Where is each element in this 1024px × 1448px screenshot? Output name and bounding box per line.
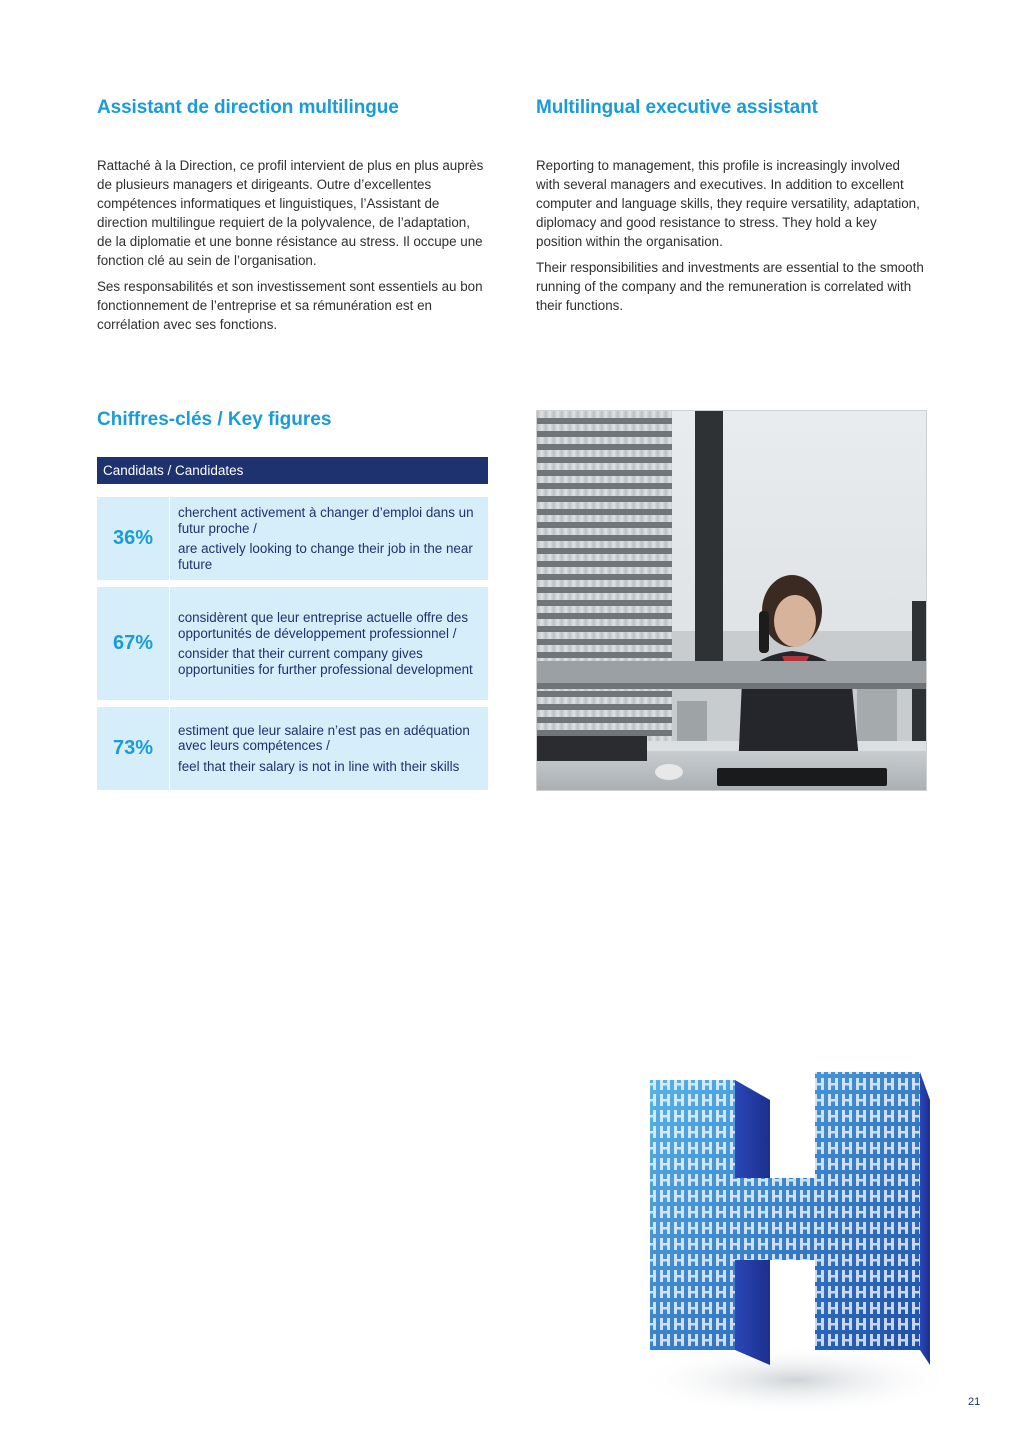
h-logo-image — [630, 1060, 960, 1420]
french-paragraph-2: Ses responsabilités et son investissement sont essentiels au bon fonctionnement de l’entreprise et sa rémunération est en corrélation avec ses fonctions. — [97, 279, 483, 332]
key-figure-row — [97, 587, 488, 700]
page-number: 21 — [968, 1396, 981, 1408]
key-figure-percent: 67% — [112, 632, 154, 654]
key-figure-text-fr: considèrent que leur entreprise actuelle offre des opportunités de développement professionnel / — [178, 610, 469, 641]
english-paragraph-2: Their responsibilities and investments are essential to the smooth running of the company and the remuneration is correlated with their functions. — [536, 260, 924, 313]
key-figure-text — [169, 723, 488, 775]
key-figure-text-en: feel that their salary is not in line with their skills — [178, 758, 460, 774]
french-heading: Assistant de direction multilingue — [97, 97, 399, 118]
key-figure-text-en: are actively looking to change their job in the near future — [178, 541, 473, 572]
key-figure-text-fr: estiment que leur salaire n’est pas en adéquation avec leurs compétences / — [178, 722, 470, 754]
key-figures-header: Candidats / Candidates — [97, 457, 488, 484]
key-figure-text — [169, 505, 488, 572]
french-paragraph-1: Rattaché à la Direction, ce profil intervient de plus en plus auprès de plusieurs managers et dirigeants. Outre d’excellentes compétences informatiques et linguistiques, l’Assistant de direction multilingue requiert de la polyvalence, de l’adaptation, de la diplomatie et une bonne résistance au stress. Il occupe une fonction clé au sein de l’organisation. — [97, 158, 484, 268]
key-figure-percent: 36% — [112, 527, 154, 549]
english-section — [536, 96, 926, 315]
key-figure-row — [97, 707, 488, 790]
key-figure-text — [169, 610, 488, 677]
key-figures-title: Chiffres-clés / Key figures — [97, 409, 332, 430]
key-figure-text-fr: cherchent activement à changer d’emploi dans un futur proche / — [178, 505, 474, 536]
english-heading: Multilingual executive assistant — [536, 97, 818, 118]
key-figure-text-en: consider that their current company gives opportunities for further professional development — [178, 646, 473, 677]
key-figure-row — [97, 497, 488, 580]
english-paragraph-1: Reporting to management, this profile is increasingly involved with several managers and executives. In addition to excellent computer and language skills, they require versatility, adaptation, diplomacy and good resistance to stress. They hold a key position within the organisation. — [536, 158, 920, 249]
key-figure-percent: 73% — [112, 737, 154, 759]
office-photo — [536, 410, 927, 791]
french-section — [97, 96, 487, 334]
